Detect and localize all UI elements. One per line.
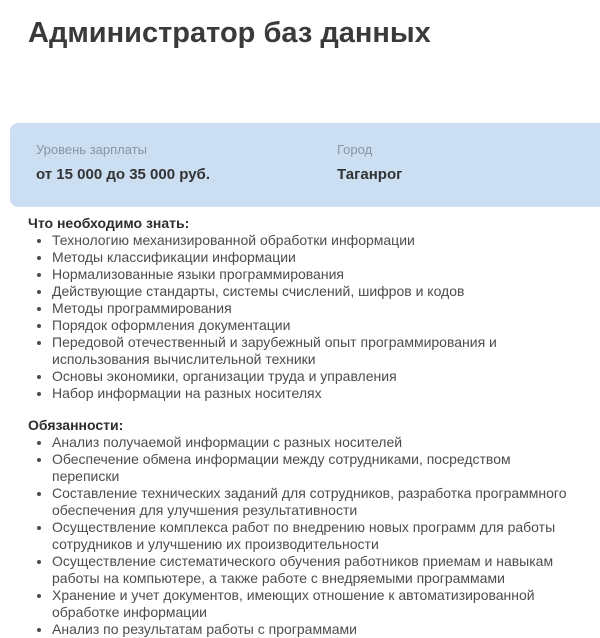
list-item: • Набор информации на разных носителях — [52, 385, 575, 402]
list-item: • Осуществление систематического обучения работников приемам и навыкам работы на компьютере, а также работе с внедряемыми программами — [52, 553, 575, 587]
list-item: • Обеспечение обмена информации между сотрудниками, посредством переписки — [52, 451, 575, 485]
city-value: Таганрог — [337, 166, 403, 183]
list-item: • Анализ по результатам работы с программами — [52, 621, 575, 638]
list-item: • Действующие стандарты, системы счислений, шифров и кодов — [52, 283, 575, 300]
knowledge-list — [28, 232, 575, 402]
list-item: • Анализ получаемой информации с разных носителей — [52, 434, 575, 451]
list-item: • Методы программирования — [52, 300, 575, 317]
list-item: • Хранение и учет документов, имеющих отношение к автоматизированной обработке информации — [52, 587, 575, 621]
list-item: • Осуществление комплекса работ по внедрению новых программ для работы сотрудников и улучшению их производительности — [52, 519, 575, 553]
list-item: • Составление технических заданий для сотрудников, разработка программного обеспечения для улучшения результативности — [52, 485, 575, 519]
list-item: • Порядок оформления документации — [52, 317, 575, 334]
section-heading-duties: Обязанности: — [28, 417, 124, 433]
list-item: • Передовой отечественный и зарубежный опыт программирования и использования вычислительной техники — [52, 334, 575, 368]
vacancy-description — [28, 215, 575, 638]
duties-list — [28, 434, 575, 638]
salary-label: Уровень зарплаты — [36, 142, 147, 157]
list-item: • Нормализованные языки программирования — [52, 266, 575, 283]
city-label: Город — [337, 142, 373, 157]
salary-value: от 15 000 до 35 000 руб. — [36, 166, 210, 183]
list-item: • Технологию механизированной обработки информации — [52, 232, 575, 249]
list-item: • Основы экономики, организации труда и управления — [52, 368, 575, 385]
page-title: Администратор баз данных — [28, 17, 431, 49]
list-item: • Методы классификации информации — [52, 249, 575, 266]
salary-field — [36, 142, 337, 184]
salary-city-panel — [10, 123, 600, 207]
city-field — [337, 142, 402, 184]
section-heading-knowledge: Что необходимо знать: — [28, 215, 190, 231]
